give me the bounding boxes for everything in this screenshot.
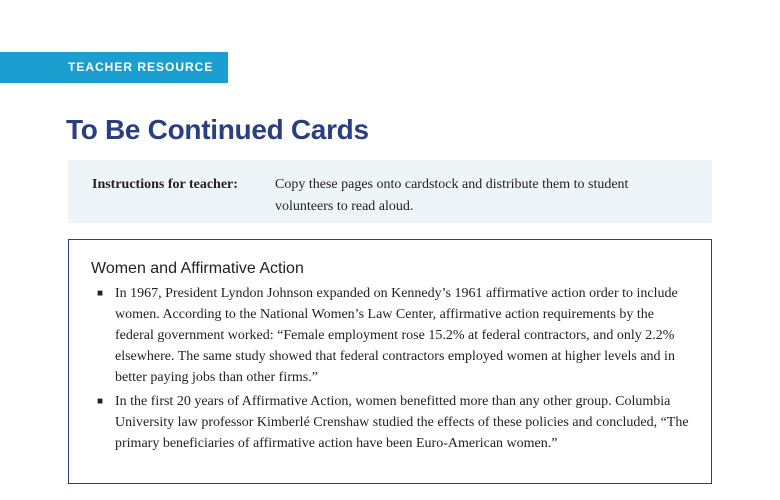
content-card bbox=[68, 239, 712, 484]
bullet-icon: ■ bbox=[97, 396, 104, 407]
list-item bbox=[91, 283, 689, 388]
teacher-resource-tag: TEACHER RESOURCE bbox=[0, 52, 228, 83]
bullet-list bbox=[91, 283, 689, 454]
list-item-text: In 1967, President Lyndon Johnson expanded on Kennedy’s 1961 affirmative action order to include women. According to the National Women’s Law Center, affirmative action requirements by the federal government worked: “Female employment rose 15.2% at federal contractors, and only 2.2% elsewhere. The same study showed that federal contractors employed women at higher levels and in better paying jobs than other firms.” bbox=[115, 286, 678, 385]
page-title: To Be Continued Cards bbox=[66, 114, 369, 145]
card-title: Women and Affirmative Action bbox=[91, 260, 304, 277]
list-item bbox=[91, 391, 689, 454]
list-item-text: In the first 20 years of Affirmative Action, women benefitted more than any other group. Columbia University law professor Kimberlé Crenshaw studied the effects of these policies and concluded, “The primary beneficiaries of affirmative action have been Euro-American women.” bbox=[115, 394, 689, 451]
bullet-icon: ■ bbox=[97, 288, 104, 299]
instructions-box bbox=[68, 160, 712, 223]
instructions-label: Instructions for teacher: bbox=[92, 177, 238, 192]
instructions-text: Copy these pages onto cardstock and distribute them to student volunteers to read aloud. bbox=[275, 177, 629, 214]
